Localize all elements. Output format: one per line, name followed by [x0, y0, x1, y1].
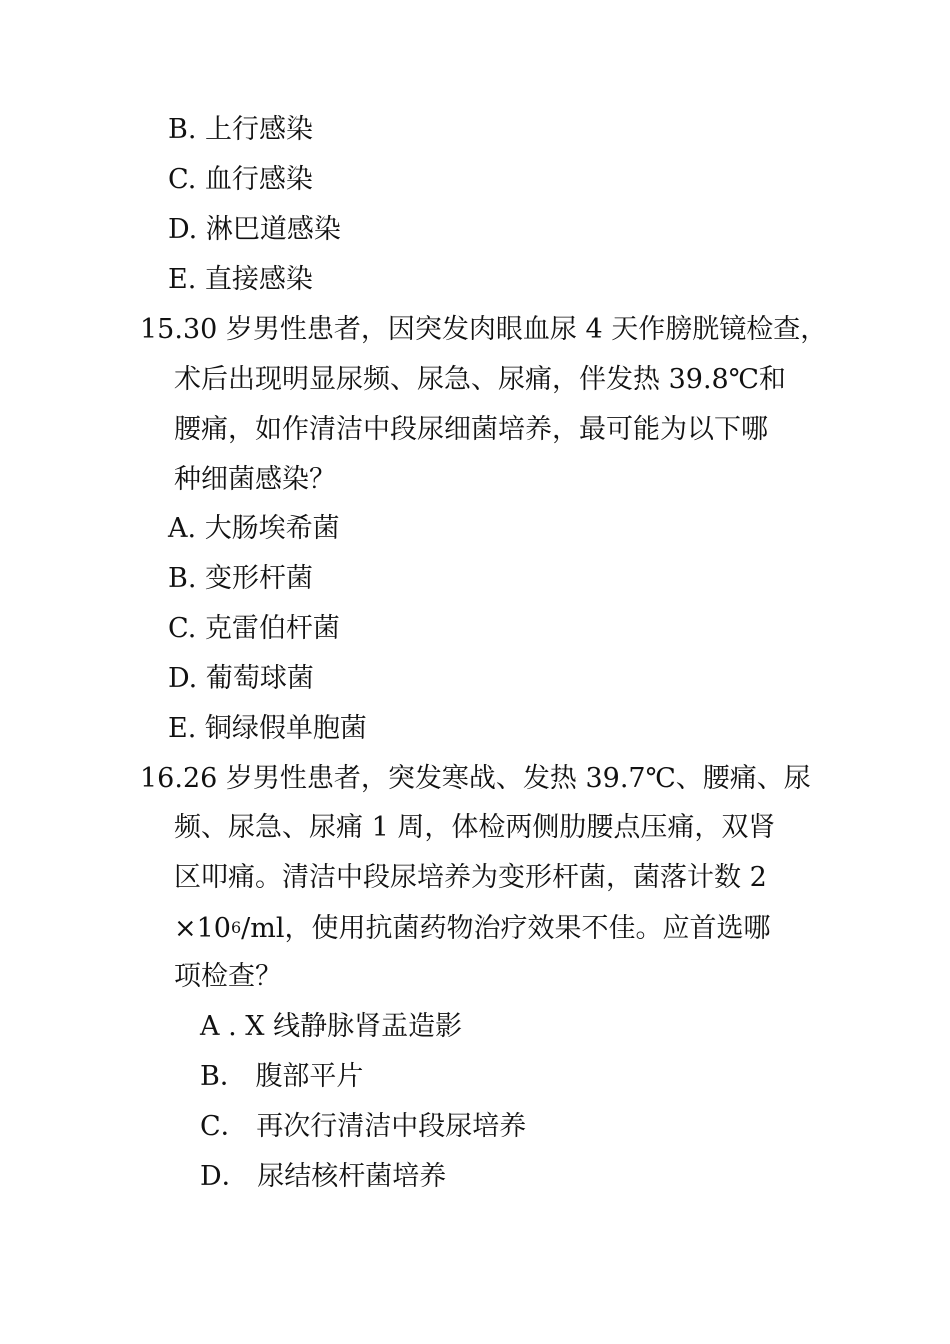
- option-text: 变形杆菌: [205, 563, 314, 594]
- question-text: 30 岁男性患者，因突发肉眼血尿 4 天作膀胱镜检查，: [182, 314, 828, 345]
- option-text: 血行感染: [204, 164, 313, 195]
- option-label: E.: [168, 264, 197, 295]
- option-label: C．: [200, 1111, 248, 1142]
- question-text: /ml，使用抗菌药物治疗效果不佳。应首选哪: [241, 913, 771, 944]
- option-label: C.: [168, 164, 197, 195]
- option-label: D.: [168, 663, 198, 694]
- q15-option-d: [168, 662, 314, 696]
- option-label: C.: [168, 613, 197, 644]
- option-text: 葡萄球菌: [205, 663, 314, 694]
- option-label: A .: [200, 1011, 237, 1042]
- option-text: 铜绿假单胞菌: [204, 713, 367, 744]
- q16-stem-line-1: [140, 762, 811, 796]
- q15-stem-line-2: 术后出现明显尿频、尿急、尿痛，伴发热 39.8℃和: [174, 364, 786, 395]
- option-text: 尿结核杆菌培养: [257, 1161, 447, 1192]
- option-label: D.: [168, 214, 198, 245]
- option-text: 再次行清洁中段尿培养: [256, 1111, 527, 1142]
- q15-stem-line-4: 种细菌感染？: [174, 464, 336, 495]
- option-text: 上行感染: [205, 114, 314, 145]
- q16-stem-line-4: [174, 911, 771, 946]
- option-text: X 线静脉肾盂造影: [245, 1011, 463, 1042]
- q14-option-d: [168, 213, 341, 247]
- q15-option-e: [168, 712, 367, 746]
- q15-option-c: [168, 612, 340, 646]
- q16-option-a: [200, 1010, 462, 1044]
- option-text: 腹部平片: [255, 1061, 364, 1092]
- question-text: 26 岁男性患者，突发寒战、发热 39.7℃、腰痛、尿: [182, 763, 811, 794]
- q15-option-a: [168, 512, 340, 546]
- q14-option-e: [168, 263, 313, 297]
- q15-stem-line-1: [140, 313, 827, 347]
- q15-option-b: [168, 562, 313, 596]
- q14-option-b: [168, 113, 313, 147]
- question-number: 16.: [140, 763, 183, 794]
- colony-count-exponent: 6: [230, 918, 242, 937]
- q16-option-b: [200, 1060, 363, 1094]
- option-text: 克雷伯杆菌: [204, 613, 340, 644]
- q16-stem-line-5: 项检查？: [174, 961, 282, 992]
- question-number: 15.: [140, 314, 183, 345]
- q16-option-d: [200, 1160, 446, 1194]
- option-label: A.: [168, 513, 197, 544]
- q14-option-c: [168, 163, 313, 197]
- option-text: 大肠埃希菌: [204, 513, 340, 544]
- option-label: B.: [168, 563, 197, 594]
- q15-stem-line-3: 腰痛，如作清洁中段尿细菌培养，最可能为以下哪: [174, 414, 768, 445]
- colony-count-base: ×10: [174, 913, 231, 944]
- q16-option-c: [200, 1110, 526, 1144]
- option-label: B．: [200, 1061, 247, 1092]
- option-label: B.: [168, 114, 197, 145]
- option-label: E.: [168, 713, 197, 744]
- q16-stem-line-3: 区叩痛。清洁中段尿培养为变形杆菌，菌落计数 2: [174, 862, 767, 893]
- option-text: 淋巴道感染: [205, 214, 341, 245]
- option-label: D．: [200, 1161, 249, 1192]
- option-text: 直接感染: [204, 264, 313, 295]
- q16-stem-line-2: 频、尿急、尿痛 1 周，体检两侧肋腰点压痛，双肾: [174, 812, 776, 843]
